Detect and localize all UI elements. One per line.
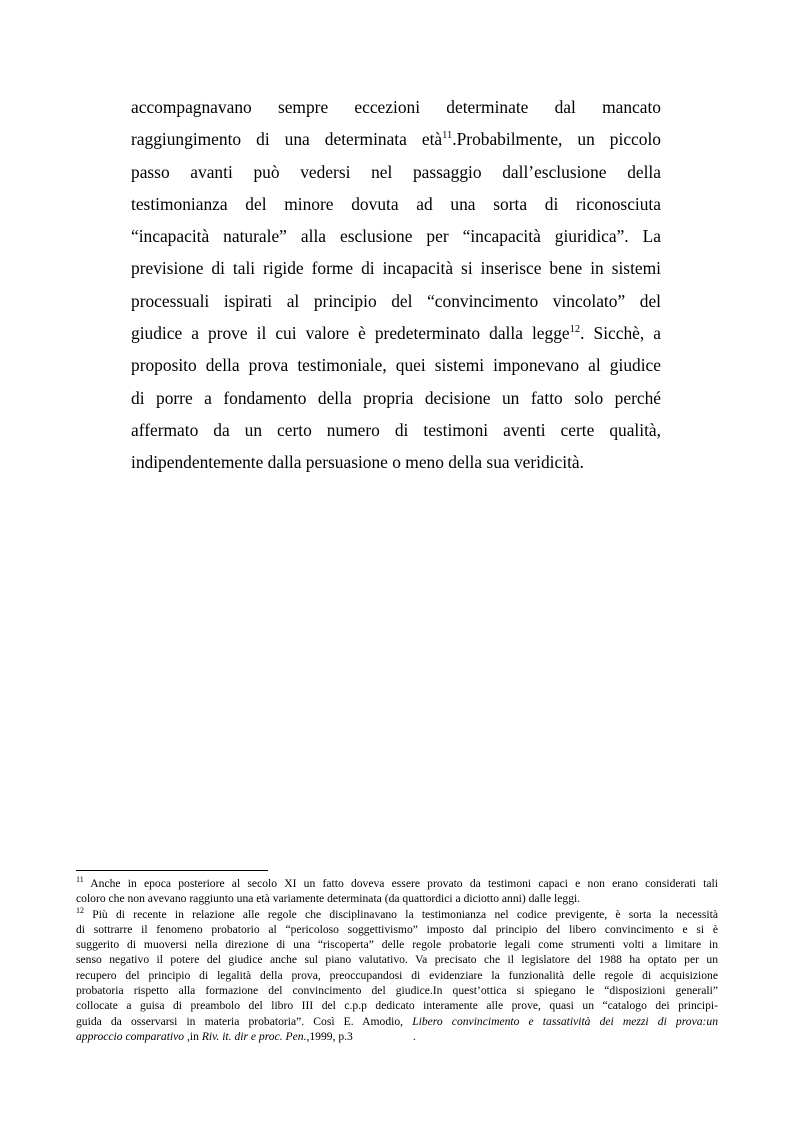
footnote-line: probatoria rispetto alla formazione del convincimento del giudice.In quest’ottica si spiegano le “disposizioni generali”: [76, 984, 718, 998]
paragraph-line: previsione di tali rigide forme di incapacità si inserisce bene in sistemi: [131, 258, 661, 279]
footnote-ref-11[interactable]: 11: [442, 130, 453, 142]
footnote-line: senso negativo il potere del giudice anche sul piano valutativo. Va precisato che il legislatore del 1988 ha optato per un: [76, 953, 718, 967]
paragraph-line: indipendentemente dalla persuasione o meno della sua veridicità.: [131, 452, 584, 473]
footnote-ref-12[interactable]: 12: [569, 324, 581, 336]
footnote-line: recupero del principio di legalità della prova, preoccupandosi di evidenziare la funzionalità delle regole di acquisizione: [76, 968, 718, 982]
paragraph-line: affermato da un certo numero di testimoni aventi certe qualità,: [131, 419, 661, 440]
paragraph-line: testimonianza del minore dovuta ad una sorta di riconosciuta: [131, 193, 661, 214]
citation-journal: Riv. it. dir e proc. Pen.,: [201, 1029, 310, 1043]
paragraph-line: passo avanti può vedersi nel passaggio dall’esclusione della: [131, 161, 661, 182]
paragraph-line: giudice a prove il cui valore è predeterminato dalla legge$^{12}$. Sicchè, a: [131, 323, 661, 344]
paragraph-line: raggiungimento di una determinata età$^{11}$.Probabilmente, un piccolo: [131, 129, 661, 150]
footnote-line: guida da osservarsi in materia probatoria”. Così E. Amodio, Libero convincimento e tassatività dei mezzi di prova:un: [76, 1014, 718, 1028]
footnote-12: $^{12}$ Più di recente in relazione alle regole che disciplinavano la testimonianza nel codice previgente, è sorta la necessità: [76, 905, 718, 921]
footnote-number: 11: [76, 875, 84, 885]
footnote-line: approccio comparativo ,in Riv. it. dir e proc. Pen.,1999, p.3 .: [76, 1029, 416, 1043]
footnote-line: coloro che non avevano raggiunto una età variamente determinata (da quattordici a diciotto anni) dalle leggi.: [76, 892, 581, 906]
body-text: [131, 91, 661, 479]
citation-title: approccio comparativo ,: [76, 1029, 190, 1043]
footnote-11: $^{11}$ Anche in epoca posteriore al secolo XI un fatto doveva essere provato da testimoni capaci e non erano considerati tali: [76, 875, 718, 890]
footnote-line: suggerito di muoversi nella direzione di una “riscoperta” delle regole probatorie legali come strumenti volti a limitare in: [76, 938, 718, 952]
paragraph-line: processuali ispirati al principio del “convincimento vincolato” del: [131, 290, 661, 311]
footnote-number: 12: [76, 905, 84, 915]
footnotes: [76, 876, 718, 1044]
footnote-line: di sottrarre il fenomeno probatorio al “pericoloso soggettivismo” imposto dal principio del libero convincimento e si è: [76, 922, 718, 936]
paragraph-line: accompagnavano sempre eccezioni determinate dal mancato: [131, 97, 661, 117]
citation-title: Libero convincimento e tassatività dei mezzi di prova:un: [412, 1014, 718, 1028]
paragraph-line: “incapacità naturale” alla esclusione per “incapacità giuridica”. La: [131, 226, 661, 247]
paragraph-line: di porre a fondamento della propria decisione un fatto solo perché: [131, 387, 661, 408]
footnote-separator: [76, 870, 268, 871]
paragraph-line: proposito della prova testimoniale, quei sistemi imponevano al giudice: [131, 355, 661, 376]
footnote-line: collocate a guisa di preambolo del libro III del c.p.p dedicato interamente alle prove, quasi un “catalogo dei principi-: [76, 999, 718, 1013]
